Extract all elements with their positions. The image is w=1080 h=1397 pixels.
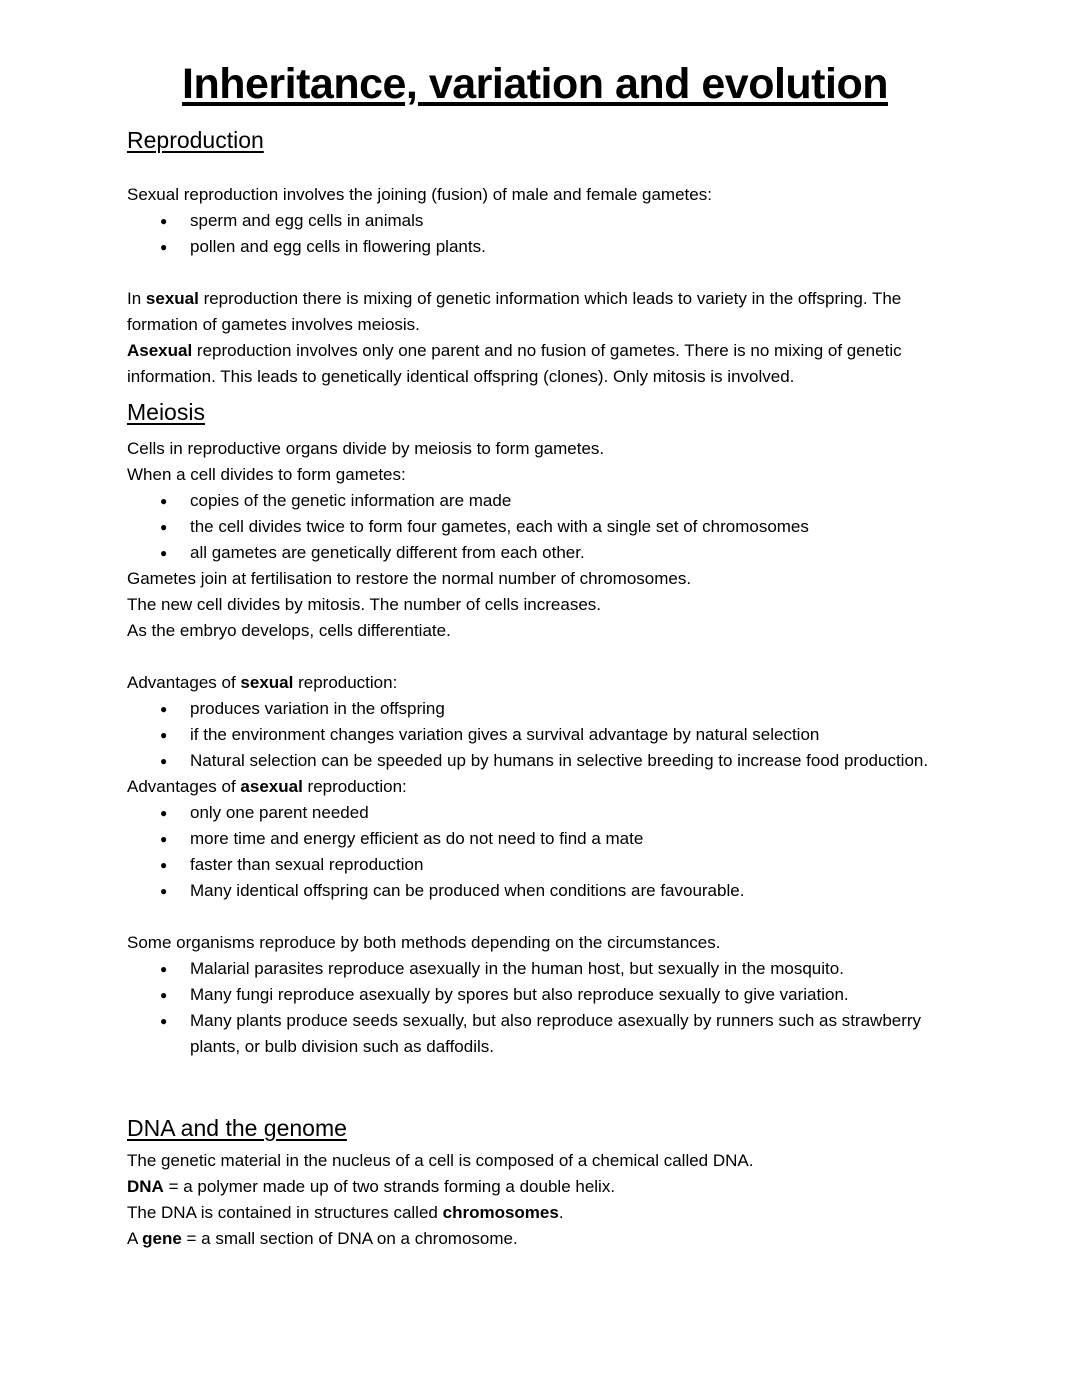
list-item: ● more time and energy efficient as do not need to find a mate [127,826,943,852]
text-segment: A [127,1229,143,1248]
list-item: ● pollen and egg cells in flowering plants. [127,234,943,260]
paragraph: When a cell divides to form gametes: [127,465,406,484]
paragraph: Some organisms reproduce by both methods depending on the circumstances. [127,933,721,952]
paragraph [127,286,943,338]
document-title: Inheritance, variation and evolution [182,60,888,108]
section-reproduction [127,124,943,390]
bold-text: sexual [145,289,199,308]
text-segment: . [558,1203,564,1222]
list-item: ● Many plants produce seeds sexually, but also reproduce asexually by runners such as strawberry plants, or bulb division such as daffodils. [127,1008,943,1060]
list-item: ● Natural selection can be speeded up by humans in selective breeding to increase food production. [127,748,943,774]
text-segment: In [127,289,146,308]
paragraph: As the embryo develops, cells differentiate. [127,621,451,640]
reproduction-types-block [127,286,943,390]
list-item: ● produces variation in the offspring [127,696,943,722]
paragraph: Cells in reproductive organs divide by meiosis to form gametes. [127,439,605,458]
list-item: ● sperm and egg cells in animals [127,208,943,234]
text-segment: reproduction there is mixing of genetic information which leads to variety in the offspring. The formation of gametes involves meiosis. [127,289,902,334]
paragraph: Sexual reproduction involves the joining (fusion) of male and female gametes: [127,185,712,204]
dna-block [127,1148,943,1252]
advantages-block [127,670,943,904]
meiosis-intro-block [127,436,943,644]
list-item: ● Malarial parasites reproduce asexually in the human host, but sexually in the mosquito. [127,956,943,982]
list-item: ● the cell divides twice to form four gametes, each with a single set of chromosomes [127,514,943,540]
text-segment: Advantages of [127,777,241,796]
spacer [127,644,943,670]
text-segment: Advantages of [127,673,241,692]
section-meiosis [127,396,943,1060]
bold-text: sexual [240,673,294,692]
both-methods-block [127,930,943,1060]
paragraph: Gametes join at fertilisation to restore the normal number of chromosomes. [127,569,692,588]
text-segment: = a polymer made up of two strands forming a double helix. [163,1177,616,1196]
text-segment: reproduction: [302,777,407,796]
text-segment: The DNA is contained in structures called [127,1203,443,1222]
bold-text: asexual [240,777,303,796]
paragraph [127,1226,943,1252]
list-item: ● copies of the genetic information are made [127,488,943,514]
list-item: ● only one parent needed [127,800,943,826]
bold-text: DNA [127,1177,164,1196]
list-item: ● Many identical offspring can be produced when conditions are favourable. [127,878,943,904]
paragraph [127,774,943,800]
reproduction-heading: Reproduction [127,127,264,153]
bold-text: gene [142,1229,182,1248]
reproduction-intro-block [127,182,943,260]
division-bullet-list [127,488,943,566]
paragraph [127,1174,943,1200]
list-item: ● if the environment changes variation gives a survival advantage by natural selection [127,722,943,748]
text-segment: reproduction involves only one parent and no fusion of gametes. There is no mixing of genetic information. This leads to genetically identical offspring (clones). Only mitosis is involved. [127,341,902,386]
spacer [127,260,943,286]
bold-text: Asexual [127,341,193,360]
dna-heading: DNA and the genome [127,1115,347,1141]
paragraph: The genetic material in the nucleus of a cell is composed of a chemical called DNA. [127,1151,754,1170]
list-item: ● faster than sexual reproduction [127,852,943,878]
sexual-advantages-list [127,696,943,774]
both-methods-list [127,956,943,1060]
text-segment: reproduction: [293,673,398,692]
paragraph [127,338,943,390]
list-item: ● Many fungi reproduce asexually by spores but also reproduce sexually to give variation. [127,982,943,1008]
meiosis-heading: Meiosis [127,399,205,425]
section-dna-genome [127,1112,943,1252]
paragraph [127,670,943,696]
paragraph: The new cell divides by mitosis. The number of cells increases. [127,595,601,614]
gamete-bullet-list [127,208,943,260]
asexual-advantages-list [127,800,943,904]
text-segment: = a small section of DNA on a chromosome. [181,1229,518,1248]
list-item: ● all gametes are genetically different from each other. [127,540,943,566]
spacer [127,904,943,930]
paragraph [127,1200,943,1226]
bold-text: chromosomes [442,1203,559,1222]
